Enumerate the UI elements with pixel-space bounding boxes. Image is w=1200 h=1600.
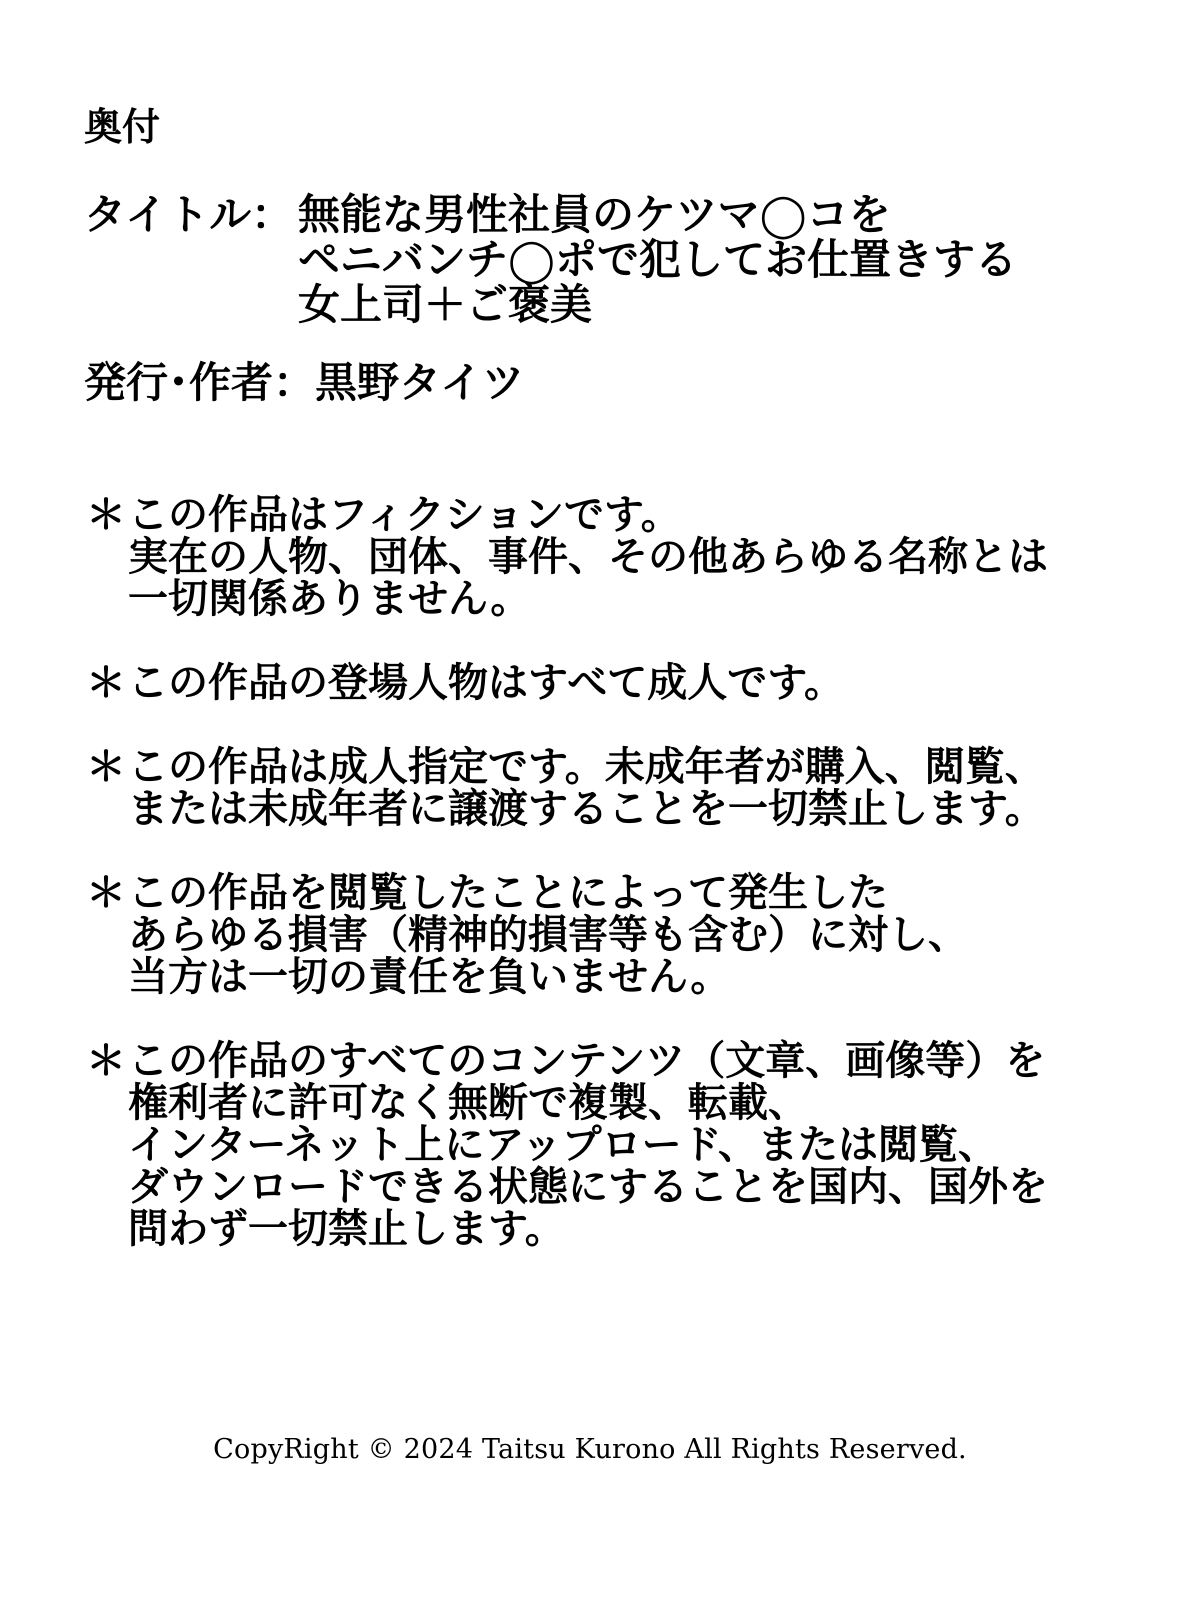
notice-copyright-restriction — [86, 1037, 1186, 1252]
asterisk-bullet: ＊ — [86, 491, 126, 538]
notice-line: 実在の人物、団体、事件、その他あらゆる名称とは — [128, 533, 1048, 580]
notice-fiction — [86, 491, 1186, 622]
asterisk-bullet: ＊ — [86, 1037, 126, 1084]
title-value — [298, 192, 1017, 327]
notice-adult-characters — [86, 659, 1186, 706]
copyright-footer: CopyRight © 2024 Taitsu Kurono All Rights Reserved. — [213, 1434, 967, 1465]
asterisk-bullet: ＊ — [86, 659, 126, 706]
title-line: 無能な男性社員のケツマ◯コを — [298, 190, 891, 239]
notice-line: 権利者に許可なく無断で複製、転載、 — [128, 1079, 808, 1126]
notice-line: ダウンロードできる状態にすることを国内、国外を — [128, 1163, 1048, 1210]
asterisk-bullet: ＊ — [86, 869, 126, 916]
notice-text — [128, 743, 1045, 832]
author-label: 発行･作者： — [84, 358, 316, 407]
page-heading: 奥付 — [84, 104, 161, 149]
notice-line: または未成年者に譲渡することを一切禁止します。 — [128, 785, 1045, 832]
asterisk-bullet: ＊ — [86, 743, 126, 790]
notice-text — [128, 491, 1048, 622]
notice-age-restriction — [86, 743, 1186, 832]
notice-line: 当方は一切の責任を負いません。 — [128, 953, 731, 1000]
title-row — [84, 192, 1017, 327]
notice-line: この作品を閲覧したことによって発生した — [128, 869, 888, 916]
title-line: 女上司＋ご褒美 — [298, 280, 593, 329]
notice-text — [128, 1037, 1048, 1252]
notice-line: インターネット上にアップロード、または閲覧、 — [128, 1121, 998, 1168]
author-row — [84, 360, 524, 405]
notice-line: この作品は成人指定です。未成年者が購入、閲覧、 — [128, 743, 1045, 790]
notice-line: この作品はフィクションです。 — [128, 491, 681, 538]
notice-line: 問わず一切禁止します。 — [128, 1205, 565, 1252]
notice-line: あらゆる損害（精神的損害等も含む）に対し、 — [128, 911, 968, 958]
notice-line: この作品の登場人物はすべて成人です。 — [128, 659, 844, 706]
notice-line: この作品のすべてのコンテンツ（文章、画像等）を — [128, 1037, 1046, 1084]
notice-liability — [86, 869, 1186, 1000]
notice-text — [128, 869, 968, 1000]
author-name: 黒野タイツ — [315, 358, 525, 407]
notice-line: 一切関係ありません。 — [128, 575, 531, 622]
notice-list — [86, 491, 1186, 1292]
title-label: タイトル： — [84, 190, 294, 239]
title-line: ペニバンチ◯ポで犯してお仕置きする — [298, 235, 1018, 284]
notice-text — [128, 659, 844, 706]
